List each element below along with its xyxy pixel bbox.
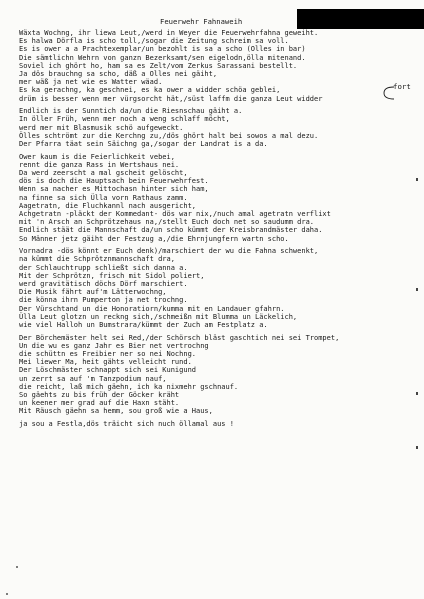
text-line: Ower kaum is die Feierlichkeit vebei, (19, 152, 175, 161)
text-line: Die sämtlichn Wehrn von ganzn Bezerksamt/sen eigelodn,ölla mitenand. (19, 53, 306, 62)
text-line: Soviel ich ghört ho, ham sa es Zelt/vom Zerkus Sarassani bestellt. (19, 61, 298, 70)
scan-speck (6, 593, 8, 595)
text-line: drüm is besser wenn mer vürgsorcht hät,/süst laffm die ganza Leut widder (19, 94, 323, 103)
text-line: Es ka gerachng, ka geschnei, es ka ower a widder schöa geblei, (19, 86, 281, 95)
text-line: Un die wu es ganz Jahr es Bier net vertrochng (19, 341, 209, 350)
text-line: In öller Früh, wenn mer noch a weng schlaff möcht, (19, 115, 230, 124)
text-line: Aagetratn, die Fluchkannl nach ausgericht, (19, 201, 197, 210)
edge-mark (416, 288, 418, 291)
edge-mark (416, 178, 418, 181)
scan-speck (16, 566, 18, 568)
stanza (19, 420, 414, 428)
edge-mark (416, 392, 418, 395)
text-line: Vornadra -dös könnt er Euch denk)/marschiert der wu die Fahna schwenkt, (19, 247, 319, 256)
text-line: Mit der Schprötzn, frisch mit Sidol poliert, (19, 271, 205, 280)
text-line: So Männer jetz gäiht der Festzug a,/die Ehrnjungfern wartn scho. (19, 234, 289, 243)
text-line: Wäxta Wochng, ihr liewa Leut,/werd in Weyer die Feuerwehrfahna geweiht. (19, 29, 319, 37)
text-line: der Schlauchtrupp schließt sich danna a. (19, 263, 188, 272)
redaction-block (297, 9, 424, 29)
text-line: Achgetratn -pläckt der Kommedant- dös war nix,/nuch amal agetratn verflixt (19, 209, 331, 218)
text-line: un keener mer grad auf die Haxn stäht. (19, 399, 180, 408)
edge-mark (416, 446, 418, 449)
margin-note-handwritten: fort (393, 82, 411, 91)
text-line: So gäehts zu bis früh der Göcker kräht (19, 390, 180, 399)
text-line: werd gravitätisch döchs Dörf marschiert. (19, 279, 188, 288)
text-line: mer wäß ja net wie es Watter wäad. (19, 78, 163, 87)
text-line: Der Börchemäster helt sei Red,/der Schörsch bläst gaschtich nei sei Trompet, (19, 333, 340, 342)
text-line: Mei liewer Ma, heit gähts velleicht rund. (19, 358, 192, 367)
text-line: Es is ower a a Prachtexemplar/un bezohlt is sa a scho (Olles in bar) (19, 45, 306, 54)
poem-body (19, 29, 414, 433)
text-line: Wenn sa nacher es Mittochasn hinter sich ham, (19, 185, 209, 194)
text-line: die reicht, laß mich gäehn, ich ka nixmehr gschnauf. (19, 382, 239, 391)
stanza (19, 334, 414, 416)
text-line: Der Vürschtand un die Honoratiorn/kumma mit en Landauer gfahrn. (19, 304, 285, 313)
text-line: Der Pfarra täat sein Säichng ga,/sogar der Landrat is a da. (19, 139, 268, 148)
stanza (19, 247, 414, 329)
text-line: Ölles schtrömt zur die Kerchng zu,/dös ghört halt bei sowos a mal dezu. (19, 131, 319, 140)
text-line: die schüttn es Freibier ner so nei Nochng. (19, 349, 197, 358)
text-line: Endlich is der Sunntich da/un die Riesnschau gäiht a. (19, 107, 243, 116)
text-line: die könna ihrn Pumperton ja net trochng. (19, 296, 188, 305)
text-line: dös is doch die Hauptsach bein Feuerwehrfest. (19, 177, 209, 186)
text-line: mit 'n Arsch an Schprötzehaus na,/stellt Euch doch net so saudumm dra. (19, 218, 315, 227)
text-line: Ja dös brauchng sa scho, däß a Olles nei gäiht, (19, 69, 218, 78)
text-line: Der Löschmäster schnappt sich sei Kunigund (19, 366, 197, 375)
text-line: na finne sa sich Ülla vorn Rathaus zamm. (19, 193, 188, 202)
text-line: un zerrt sa auf 'm Tanzpodium nauf, (19, 374, 167, 383)
text-line: rennt die ganza Rass in Wertshaus nei. (19, 160, 180, 169)
text-line: Die Musik fährt auf'm Lätterwochng, (19, 288, 167, 297)
stanza (19, 153, 414, 243)
document-title: Feuerwehr Fahnaweih (160, 17, 243, 26)
text-line: Endlich stäät die Mannschaft da/un scho kümmt der Kreisbrandmäster daha. (19, 226, 323, 235)
stanza (19, 29, 414, 103)
text-line: Ülla Leut glotzn un reckng sich,/schmeißn mit Blumma un Läckelich, (19, 312, 298, 321)
text-line: ja sou a Festla,dös träicht sich nuch öllamal aus ! (19, 419, 234, 428)
text-line: na kümmt die Schprötznmannschaft dra, (19, 255, 175, 264)
text-line: wie viel Halloh un Bumstrara/kümmt der Zuch am Festplatz a. (19, 320, 268, 329)
text-line: werd mer mit Blasmusik schö aufgeweckt. (19, 123, 184, 132)
text-line: Es halwa Dörfla is scho toll,/sogar die Zeitung schreim sa voll. (19, 37, 289, 46)
text-line: Da werd zeerscht a mal gscheit gelöscht, (19, 169, 188, 177)
text-line: Mit Räusch gäehn sa hemm, sou groß wie a Haus, (19, 407, 213, 416)
stanza (19, 107, 414, 148)
